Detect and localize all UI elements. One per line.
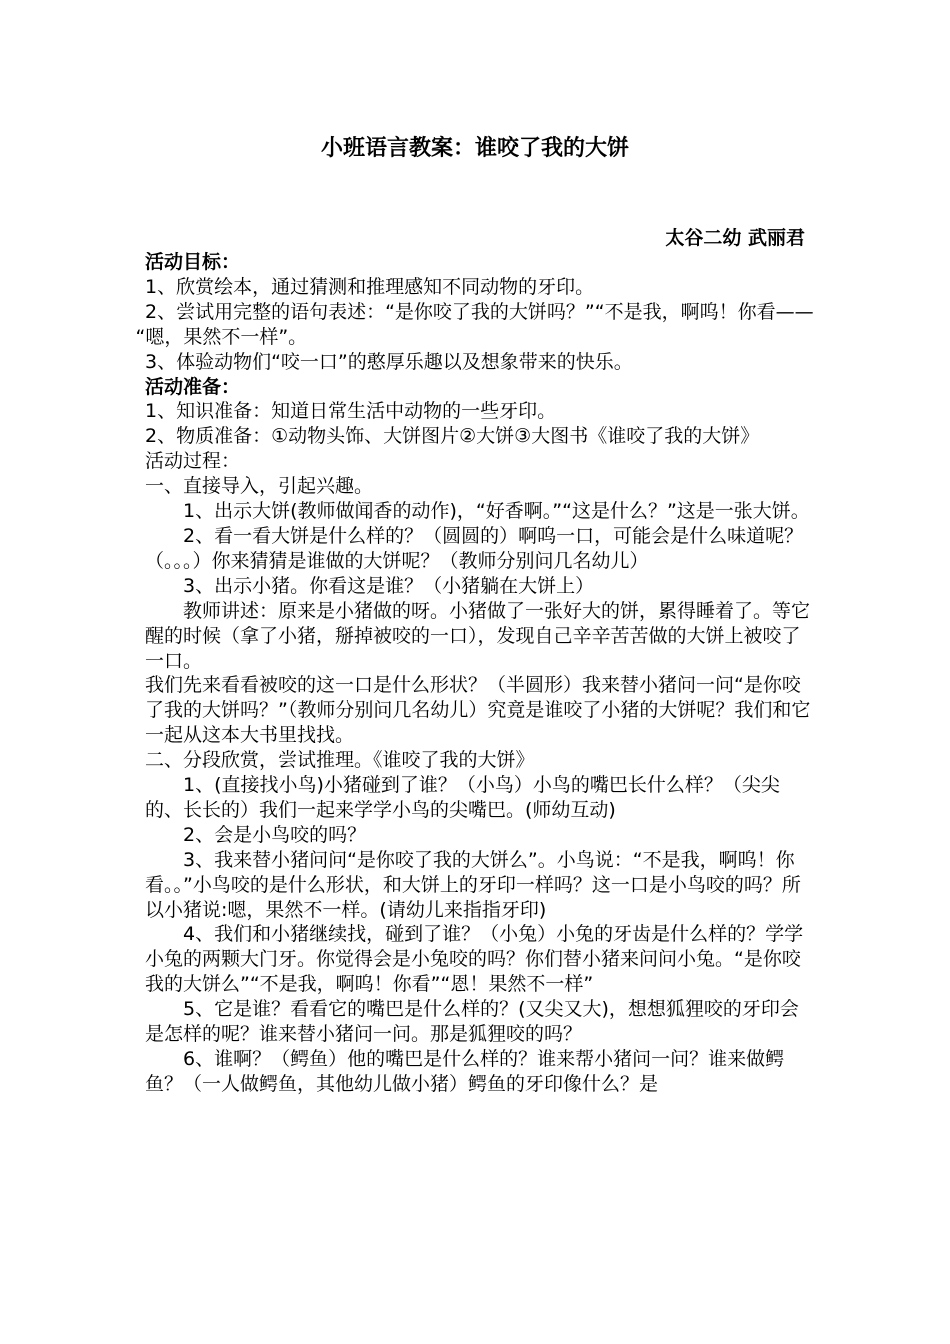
paragraph: 二、分段欣赏，尝试推理。《谁咬了我的大饼》 (145, 749, 535, 772)
paragraph: 我们先来看看被咬的这一口是什么形状？（半圆形）我来替小猪问一问“是你咬了我的大饼吗？”（教师分别问几名幼儿）究竟是谁咬了小猪的大饼呢？我们和它一起从这本大书里找找。 (145, 674, 811, 747)
document-body (135, 250, 817, 1097)
paragraph: 2、看一看大饼是什么样的？（圆圆的）啊呜一口，可能会是什么味道呢？（。。。）你来猜猜是谁做的大饼呢？（教师分别问几名幼儿） (145, 524, 804, 572)
section-heading: 活动目标： (145, 251, 241, 273)
paragraph: 2、物质准备：①动物头饰、大饼图片②大饼③大图书《谁咬了我的大饼》 (145, 425, 760, 448)
paragraph: 一、直接导入，引起兴趣。 (145, 475, 374, 498)
paragraph: 3、我来替小猪问问“是你咬了我的大饼么”。小鸟说：“不是我，啊呜！你看。。”小鸟咬的是什么形状，和大饼上的牙印一样吗？这一口是小鸟咬的吗？所以小猪说:嗯，果然不一样。(请幼儿来指指牙印) (145, 848, 801, 921)
paragraph: 1、知识准备：知道日常生活中动物的一些牙印。 (145, 400, 557, 423)
paragraph: 4、我们和小猪继续找，碰到了谁？（小兔）小兔的牙齿是什么样的？学学小兔的两颗大门牙。你觉得会是小兔咬的吗？你们替小猪来问问小兔。“是你咬我的大饼么”“不是我，啊呜！你看”“恩！果然不一样” (145, 923, 804, 996)
author-line: 太谷二幼 武丽君 (665, 227, 805, 249)
paragraph: 3、出示小猪。你看这是谁？（小猪躺在大饼上） (183, 574, 595, 597)
section-heading: 活动准备： (145, 375, 241, 398)
paragraph: “嗯，果然不一样”。 (135, 325, 308, 348)
paragraph: 1、欣赏绘本，通过猜测和推理感知不同动物的牙印。 (145, 275, 595, 298)
paragraph: 1、(直接找小鸟)小猪碰到了谁？（小鸟）小鸟的嘴巴长什么样？（尖尖的、长长的）我们一起来学学小鸟的尖嘴巴。(师幼互动) (145, 774, 780, 821)
paragraph: 2、尝试用完整的语句表述：“是你咬了我的大饼吗？”“不是我，啊呜！你看—— (145, 300, 814, 323)
paragraph: 6、谁啊？（鳄鱼）他的嘴巴是什么样的？谁来帮小猪问一问？谁来做鳄鱼？（一人做鳄鱼，其他幼儿做小猪）鳄鱼的牙印像什么？是 (145, 1048, 785, 1095)
paragraph: 教师讲述：原来是小猪做的呀。小猪做了一张好大的饼，累得睡着了。等它醒的时候（拿了小猪，掰掉被咬的一口），发现自己辛辛苦苦做的大饼上被咬了一口。 (145, 599, 811, 672)
paragraph: 2、会是小鸟咬的吗？ (183, 823, 367, 846)
page-title: 小班语言教案：谁咬了我的大饼 (320, 136, 629, 161)
paragraph: 活动过程： (145, 450, 241, 473)
paragraph: 3、体验动物们“咬一口”的憨厚乐趣以及想象带来的快乐。 (145, 350, 633, 373)
paragraph: 5、它是谁？看看它的嘴巴是什么样的？(又尖又大)，想想狐狸咬的牙印会是怎样的呢？谁来替小猪问一问。那是狐狸咬的吗？ (145, 998, 799, 1046)
paragraph: 1、出示大饼(教师做闻香的动作)，“好香啊。”“这是什么？”这是一张大饼。 (183, 500, 810, 523)
